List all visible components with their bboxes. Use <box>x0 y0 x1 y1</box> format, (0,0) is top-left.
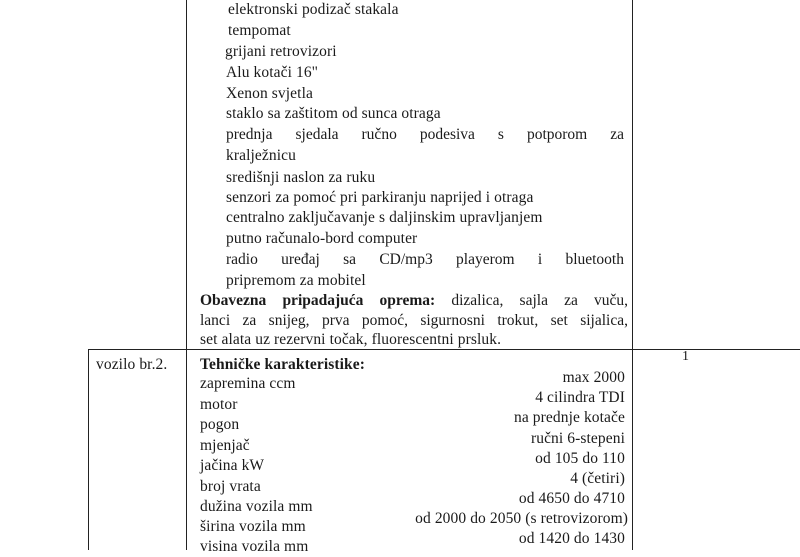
spec-name: mjenjač <box>200 437 250 454</box>
section-heading: Tehničke karakteristike: <box>200 356 366 373</box>
spec-name: zapremina ccm <box>200 375 296 392</box>
spec-value: max 2000 <box>562 369 625 386</box>
spec-name: visina vozila mm <box>200 538 309 555</box>
spec-name: širina vozila mm <box>200 518 306 535</box>
table-border-right <box>632 0 633 550</box>
equipment-item: prednja sjedala ručno podesiva s potporom za <box>226 126 624 143</box>
vehicle-label: vozilo br.2. <box>96 356 168 373</box>
spec-name: broj vrata <box>200 478 261 495</box>
spec-name: dužina vozila mm <box>200 498 313 515</box>
spec-value: od 1420 do 1430 <box>518 530 625 547</box>
equipment-item: pripremom za mobitel <box>226 272 366 289</box>
mandatory-equipment-line: lanci za snijeg, prva pomoć, sigurnosni trokut, set sijalica, <box>200 312 628 329</box>
quantity-value: 1 <box>682 349 690 364</box>
spec-name: motor <box>200 396 238 413</box>
equipment-item: putno računalo-bord computer <box>226 230 418 247</box>
spec-value: od 2000 do 2050 (s retrovizorom) <box>415 510 628 527</box>
table-border-left-lower <box>88 349 89 550</box>
mandatory-equipment-line: set alata uz rezervni točak, fluorescentni prsluk. <box>200 331 502 348</box>
equipment-item: Alu kotači 16" <box>226 64 319 81</box>
equipment-item: tempomat <box>228 22 291 39</box>
equipment-item: kralježnicu <box>226 147 296 164</box>
equipment-item: staklo sa zaštitom od sunca otraga <box>226 105 441 122</box>
spec-name: jačina kW <box>200 457 265 474</box>
mandatory-equipment-label: Obavezna pripadajuća oprema: <box>200 292 436 309</box>
spec-value: ručni 6-stepeni <box>530 430 625 447</box>
equipment-item: središnji naslon za ruku <box>226 169 376 186</box>
spec-value: 4 (četiri) <box>570 470 625 487</box>
spec-value: od 4650 do 4710 <box>518 490 625 507</box>
equipment-item: senzori za pomoć pri parkiranju naprijed i otraga <box>226 189 534 206</box>
equipment-item: radio uređaj sa CD/mp3 playerom i bluetooth <box>226 251 624 268</box>
mandatory-equipment-line <box>200 291 628 311</box>
spec-value: 4 cilindra TDI <box>535 389 625 406</box>
spec-value: na prednje kotače <box>513 409 625 426</box>
equipment-item: centralno zaključavanje s daljinskim upravljanjem <box>226 209 543 226</box>
equipment-item: elektronski podizač stakala <box>228 1 399 18</box>
spec-value: od 105 do 110 <box>535 450 625 467</box>
equipment-item: grijani retrovizori <box>225 43 337 60</box>
equipment-item: Xenon svjetla <box>226 85 313 102</box>
spec-name: pogon <box>200 416 240 433</box>
table-border-left <box>186 0 187 550</box>
mandatory-equipment-text: dizalica, sajla za vuču, <box>451 292 628 309</box>
